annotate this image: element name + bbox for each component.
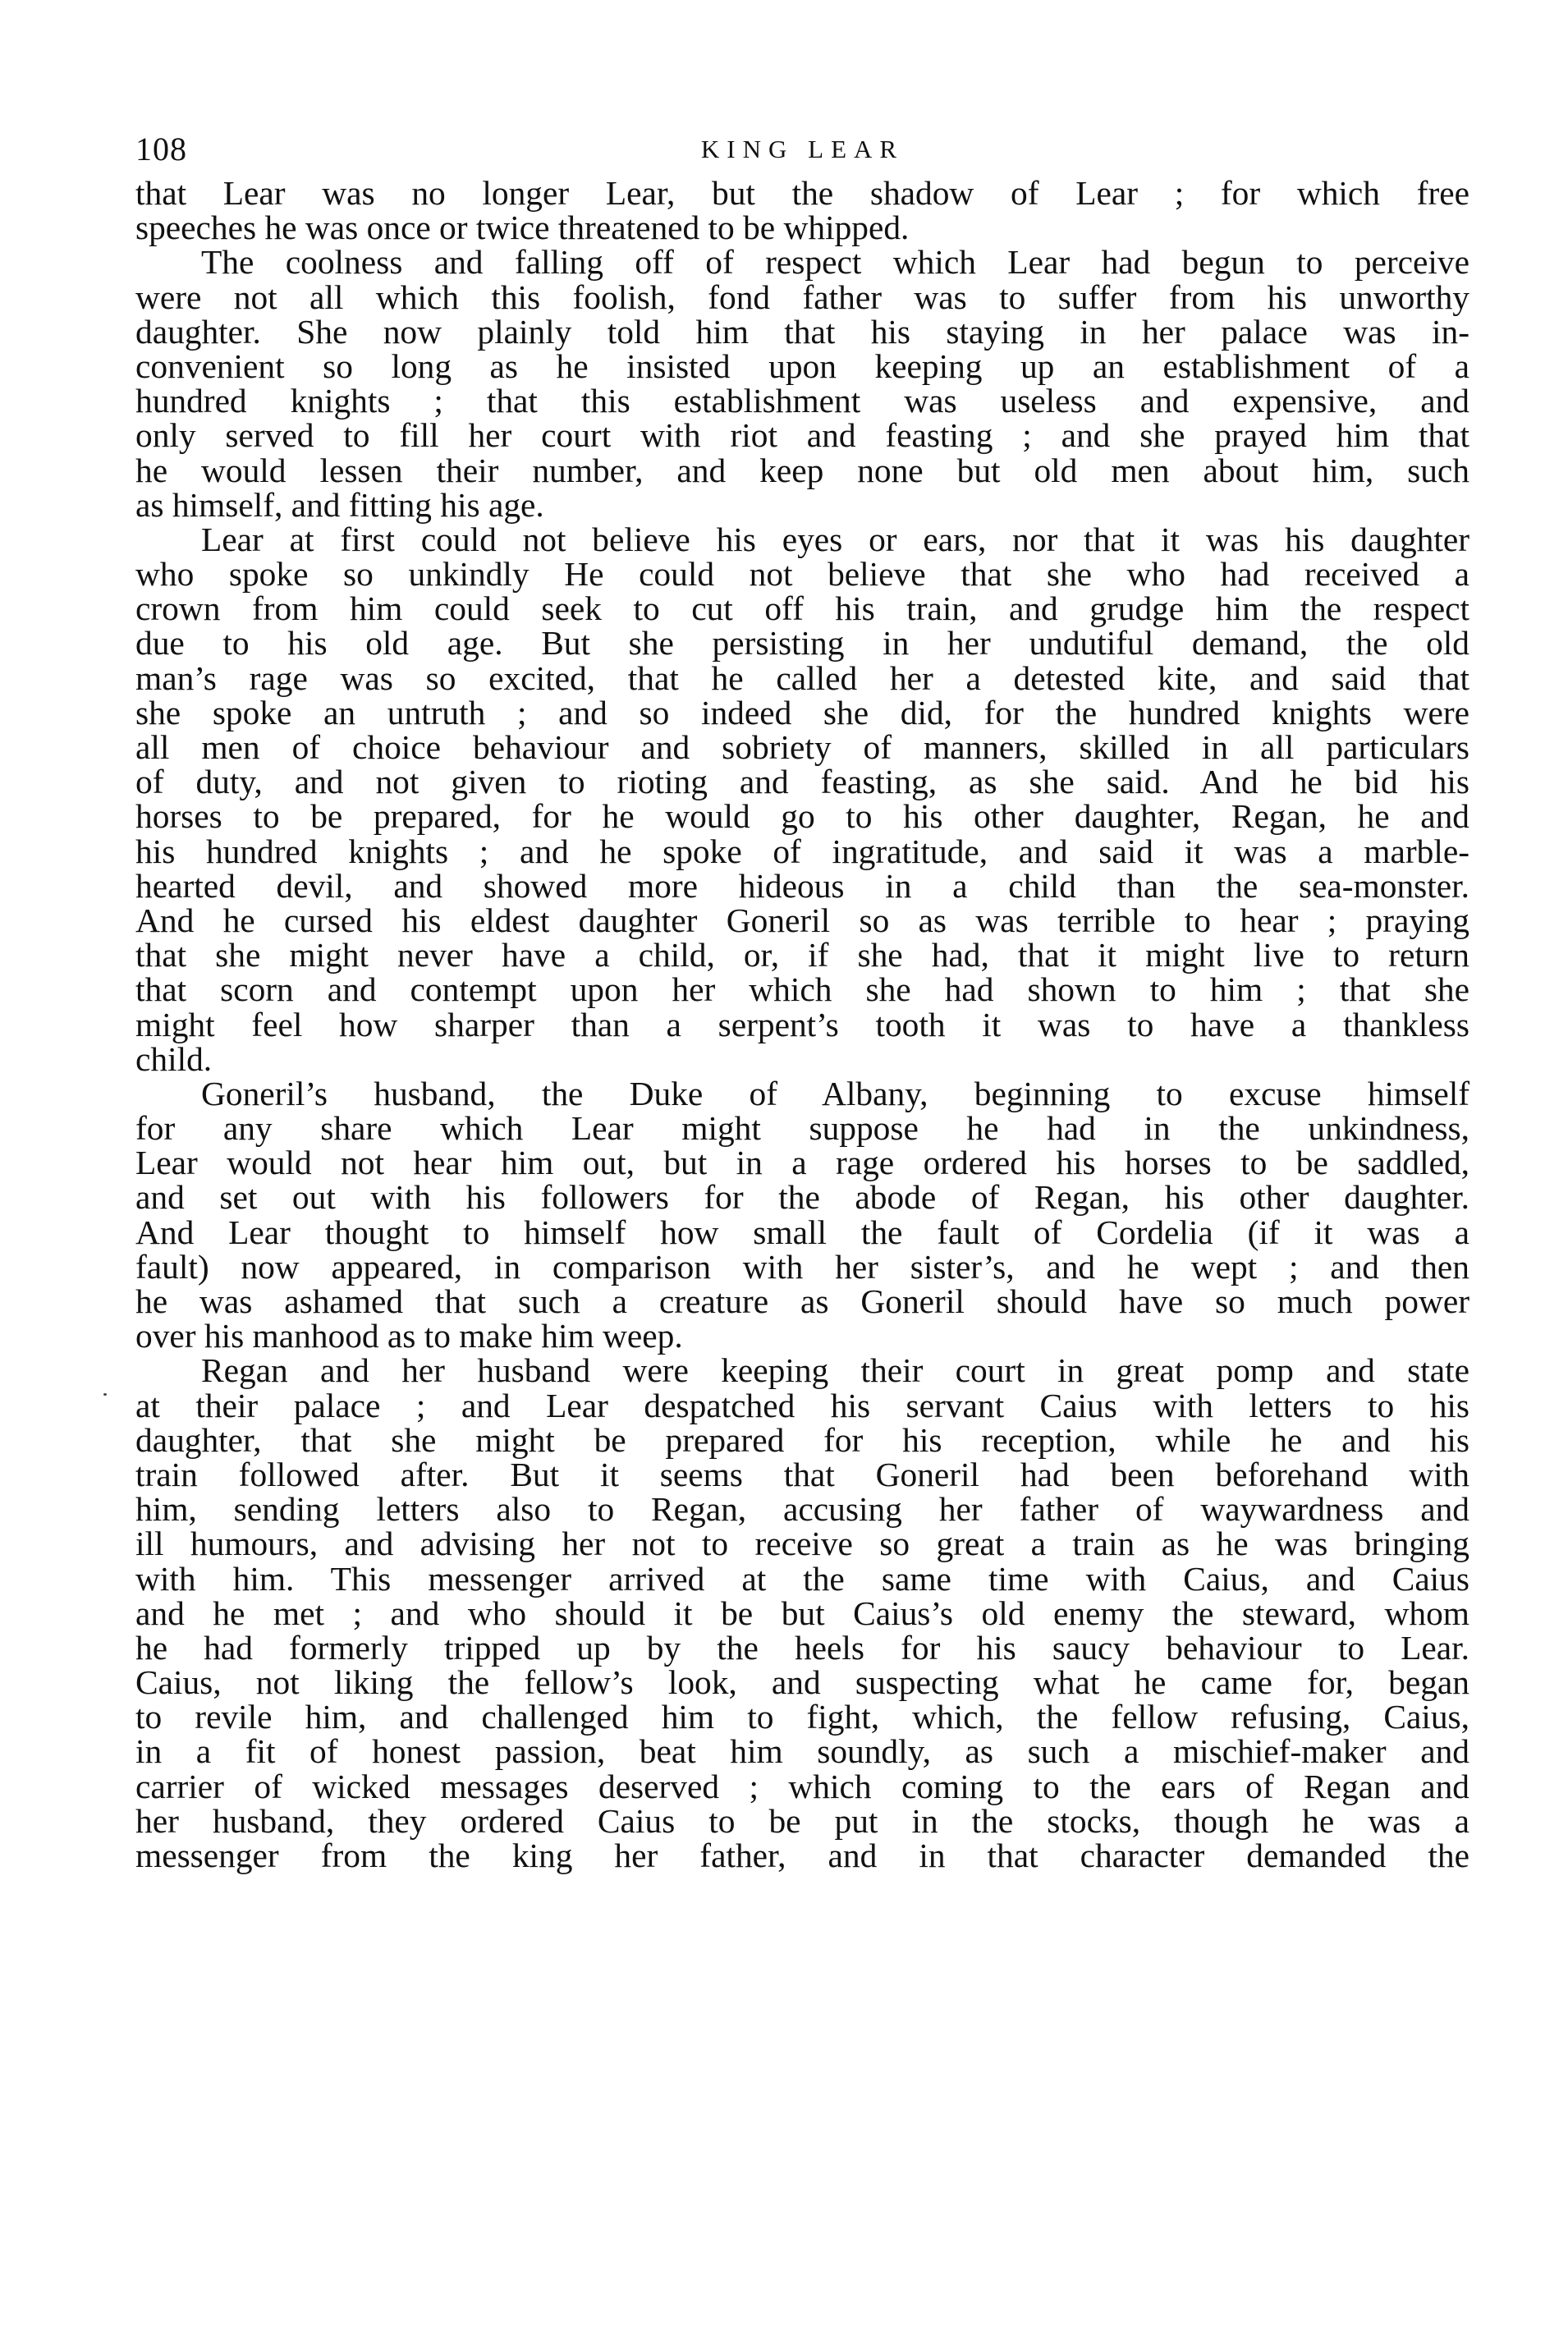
text-line: man’s rage was so excited, that he called her a detested kite, and said that <box>135 658 1469 697</box>
text-line: and he met ; and who should it be but Caius’s old enemy the steward, whom <box>135 1594 1469 1632</box>
text-line: she spoke an untruth ; and so indeed she did, for the hundred knights were <box>135 693 1469 731</box>
text-line: that she might never have a child, or, if she had, that it might live to return <box>135 936 1469 975</box>
running-head <box>135 123 1469 169</box>
running-head-title: KING LEAR <box>700 135 905 163</box>
text-line: that scorn and contempt upon her which she had shown to him ; that she <box>135 970 1469 1009</box>
text-line: Lear at first could not believe his eyes or ears, nor that it was his daughter <box>201 520 1469 558</box>
text-line: horses to be prepared, for he would go to his other daughter, Regan, he and <box>135 797 1469 836</box>
text-line: to revile him, and challenged him to fight, which, the fellow refusing, Caius, <box>135 1698 1469 1736</box>
text-line: him, sending letters also to Regan, accusing her father of waywardness and <box>135 1490 1469 1529</box>
text-line: ill humours, and advising her not to receive so great a train as he was bringing <box>135 1525 1469 1563</box>
text-line: of duty, and not given to rioting and feasting, as she said. And he bid his <box>135 763 1469 801</box>
text-line: over his manhood as to make him weep. <box>135 1317 683 1355</box>
text-line: her husband, they ordered Caius to be put in the stocks, though he was a <box>135 1801 1469 1840</box>
text-line: hundred knights ; that this establishment was useless and expensive, and <box>135 382 1469 420</box>
text-line: might feel how sharper than a serpent’s tooth it was to have a thankless <box>135 1005 1469 1043</box>
text-line: The coolness and falling off of respect which Lear had begun to perceive <box>201 243 1469 282</box>
paragraph <box>135 522 1469 1076</box>
text-line: all men of choice behaviour and sobriety of manners, skilled in all particulars <box>135 728 1469 766</box>
text-line: only served to fill her court with riot and feasting ; and she prayed him that <box>135 416 1469 455</box>
text-line: Goneril’s husband, the Duke of Albany, beginning to excuse himself <box>201 1074 1469 1112</box>
text-line: fault) now appeared, in comparison with her sister’s, and he wept ; and then <box>135 1247 1469 1286</box>
text-line: And Lear thought to himself how small the fault of Cordelia (if it was a <box>135 1213 1469 1251</box>
body-text <box>135 176 1469 1873</box>
text-line: he had formerly tripped up by the heels for his saucy behaviour to Lear. <box>135 1628 1469 1667</box>
text-line: for any share which Lear might suppose he had in the unkindness, <box>135 1109 1469 1148</box>
text-line: and set out with his followers for the abode of Regan, his other daughter. <box>135 1178 1469 1217</box>
paragraph <box>135 1353 1469 1873</box>
scan-speck <box>103 1393 107 1396</box>
text-line: with him. This messenger arrived at the same time with Caius, and Caius <box>135 1559 1469 1598</box>
text-line: crown from him could seek to cut off his train, and grudge him the respect <box>135 589 1469 628</box>
text-line: as himself, and fitting his age. <box>135 485 544 524</box>
text-line: he was ashamed that such a creature as Goneril should have so much power <box>135 1282 1469 1320</box>
page-number: 108 <box>135 131 187 167</box>
text-line: were not all which this foolish, fond father was to suffer from his unworthy <box>135 277 1469 316</box>
text-line: due to his old age. But she persisting in her undutiful demand, the old <box>135 624 1469 663</box>
text-line: daughter. She now plainly told him that his staying in her palace was in- <box>135 312 1469 351</box>
text-line: he would lessen their number, and keep none but old men about him, such <box>135 451 1469 489</box>
text-line: at their palace ; and Lear despatched his servant Caius with letters to his <box>135 1386 1469 1424</box>
text-line: who spoke so unkindly He could not believe that she who had received a <box>135 555 1469 594</box>
paragraph <box>135 1076 1469 1354</box>
text-line: convenient so long as he insisted upon keeping up an establishment of a <box>135 346 1469 385</box>
text-line: speeches he was once or twice threatened to be whipped. <box>135 209 910 247</box>
text-line: Lear would not hear him out, but in a rage ordered his horses to be saddled, <box>135 1144 1469 1182</box>
text-line: daughter, that she might be prepared for his reception, while he and his <box>135 1420 1469 1459</box>
text-line: messenger from the king her father, and in that character demanded the <box>135 1837 1469 1874</box>
text-line: in a fit of honest passion, beat him soundly, as such a mischief-maker and <box>135 1732 1469 1771</box>
paragraph <box>135 245 1469 522</box>
text-line: that Lear was no longer Lear, but the shadow of Lear ; for which free <box>135 174 1469 212</box>
text-line: train followed after. But it seems that Goneril had been beforehand with <box>135 1455 1469 1493</box>
book-page <box>135 123 1469 1873</box>
text-line: Regan and her husband were keeping their court in great pomp and state <box>201 1351 1469 1390</box>
text-line: carrier of wicked messages deserved ; which coming to the ears of Regan and <box>135 1767 1469 1805</box>
paragraph <box>135 176 1469 245</box>
text-line: Caius, not liking the fellow’s look, and suspecting what he came for, began <box>135 1663 1469 1702</box>
text-line: And he cursed his eldest daughter Goneril so as was terrible to hear ; praying <box>135 901 1469 939</box>
text-line: hearted devil, and showed more hideous in a child than the sea-monster. <box>135 866 1469 905</box>
text-line: child. <box>135 1039 213 1078</box>
text-line: his hundred knights ; and he spoke of ingratitude, and said it was a marble- <box>135 832 1469 870</box>
